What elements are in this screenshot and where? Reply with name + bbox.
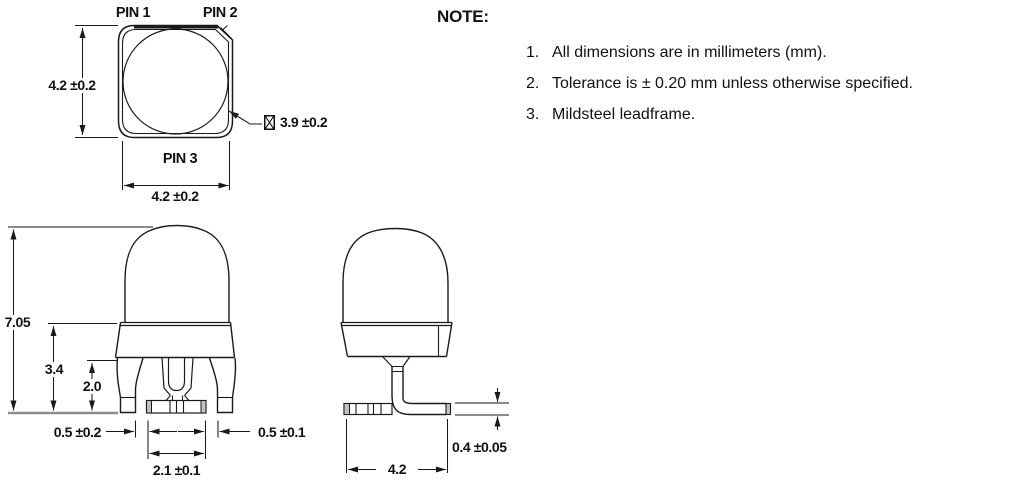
- front-view-drawing: [8, 226, 250, 460]
- front-leg-height-dimension: 2.0: [78, 379, 106, 394]
- pin3-label: PIN 3: [162, 151, 198, 167]
- diameter-symbol-icon: [264, 115, 275, 130]
- pin1-label: PIN 1: [115, 5, 151, 21]
- top-view-width-dimension: 4.2 ±0.2: [151, 188, 199, 204]
- note-item: [526, 75, 997, 93]
- lens-diameter-dimension: [264, 115, 327, 130]
- side-view-drawing: [341, 229, 509, 474]
- note-block: [437, 7, 997, 124]
- side-lead-length-dimension: 4.2: [376, 462, 418, 477]
- note-item-text: All dimensions are in millimeters (mm).: [552, 44, 827, 61]
- note-item-number: 3.: [526, 106, 540, 123]
- note-item-text: Mildsteel leadframe.: [552, 106, 696, 123]
- note-item-number: 2.: [526, 75, 540, 92]
- note-item-text: Tolerance is ± 0.20 mm unless otherwise specified.: [552, 75, 913, 92]
- top-view-height-dimension: 4.2 ±0.2: [40, 78, 104, 93]
- note-item: [526, 106, 997, 124]
- front-body-height-dimension: 3.4: [40, 362, 68, 377]
- lens-diameter-value: 3.9 ±0.2: [280, 114, 328, 130]
- front-left-gap-dimension: 0.5 ±0.2: [53, 424, 101, 440]
- pin2-label: PIN 2: [202, 5, 238, 21]
- note-list: [526, 44, 997, 124]
- note-item: [526, 44, 997, 62]
- side-lead-thickness-dimension: 0.4 ±0.05: [452, 439, 507, 455]
- note-item-number: 1.: [526, 44, 540, 61]
- front-base-tab-width-dimension: 2.1 ±0.1: [152, 462, 201, 478]
- note-title: NOTE:: [437, 7, 489, 26]
- front-right-gap-dimension: 0.5 ±0.1: [258, 424, 306, 440]
- front-total-height-dimension: 7.05: [0, 315, 35, 330]
